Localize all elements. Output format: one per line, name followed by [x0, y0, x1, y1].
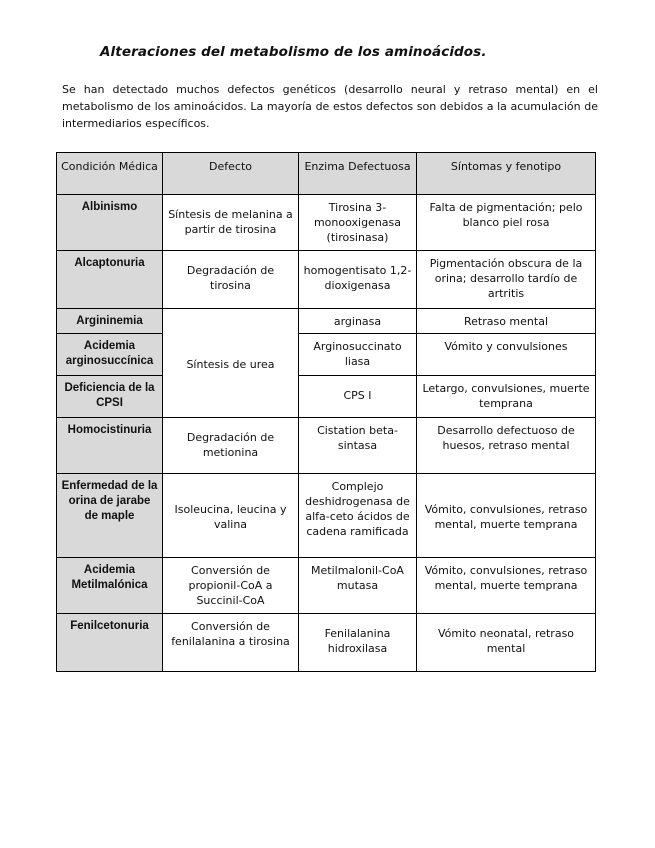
enzyme-cell: Complejo deshidrogenasa de alfa-ceto ácidos de cadena ramificada — [299, 474, 417, 558]
table-row — [57, 195, 596, 251]
defect-cell-urea: Síntesis de urea — [163, 309, 299, 418]
enzyme-cell: Metilmalonil-CoA mutasa — [299, 558, 417, 614]
defect-cell: Síntesis de melanina a partir de tirosina — [163, 195, 299, 251]
table-row — [57, 334, 596, 376]
symptoms-cell: Pigmentación obscura de la orina; desarrollo tardío de artritis — [417, 251, 596, 309]
table-header-row — [57, 153, 596, 195]
header-symptoms: Síntomas y fenotipo — [417, 153, 596, 195]
table-row — [57, 309, 596, 334]
symptoms-cell: Retraso mental — [417, 309, 596, 334]
table-row — [57, 558, 596, 614]
table-row — [57, 376, 596, 418]
amino-acid-disorders-table — [56, 152, 596, 672]
table-row — [57, 418, 596, 474]
defect-cell: Degradación de metionina — [163, 418, 299, 474]
enzyme-cell: Cistation beta-sintasa — [299, 418, 417, 474]
symptoms-cell: Falta de pigmentación; pelo blanco piel rosa — [417, 195, 596, 251]
symptoms-cell: Vómito, convulsiones, retraso mental, muerte temprana — [417, 558, 596, 614]
condition-cell: Albinismo — [57, 195, 163, 251]
defect-cell: Conversión de fenilalanina a tirosina — [163, 614, 299, 672]
condition-cell: Alcaptonuria — [57, 251, 163, 309]
header-defect: Defecto — [163, 153, 299, 195]
header-enzyme: Enzima Defectuosa — [299, 153, 417, 195]
table-row — [57, 251, 596, 309]
condition-cell: Deficiencia de la CPSI — [57, 376, 163, 418]
table-row — [57, 614, 596, 672]
enzyme-cell: Fenilalanina hidroxilasa — [299, 614, 417, 672]
table-row — [57, 474, 596, 558]
defect-cell: Conversión de propionil-CoA a Succinil-CoA — [163, 558, 299, 614]
document-title: Alteraciones del metabolismo de los aminoácidos. — [100, 44, 487, 60]
symptoms-cell: Vómito neonatal, retraso mental — [417, 614, 596, 672]
enzyme-cell: homogentisato 1,2-dioxigenasa — [299, 251, 417, 309]
intro-paragraph: Se han detectado muchos defectos genéticos (desarrollo neural y retraso mental) en el metabolismo de los aminoácidos. La mayoría de estos defectos son debidos a la acumulación de intermediarios específicos. — [62, 83, 598, 130]
condition-cell: Enfermedad de la orina de jarabe de maple — [57, 474, 163, 558]
enzyme-cell: Arginosuccinato liasa — [299, 334, 417, 376]
condition-cell: Argininemia — [57, 309, 163, 334]
defect-cell: Isoleucina, leucina y valina — [163, 474, 299, 558]
condition-cell: Homocistinuria — [57, 418, 163, 474]
symptoms-cell: Vómito, convulsiones, retraso mental, muerte temprana — [417, 474, 596, 558]
symptoms-cell: Vómito y convulsiones — [417, 334, 596, 376]
enzyme-cell: Tirosina 3-monooxigenasa (tirosinasa) — [299, 195, 417, 251]
enzyme-cell: arginasa — [299, 309, 417, 334]
header-condition: Condición Médica — [57, 153, 163, 195]
symptoms-cell: Desarrollo defectuoso de huesos, retraso mental — [417, 418, 596, 474]
defect-cell: Degradación de tirosina — [163, 251, 299, 309]
condition-cell: Fenilcetonuria — [57, 614, 163, 672]
symptoms-cell: Letargo, convulsiones, muerte temprana — [417, 376, 596, 418]
condition-cell: Acidemia Metilmalónica — [57, 558, 163, 614]
condition-cell: Acidemia arginosuccínica — [57, 334, 163, 376]
enzyme-cell: CPS I — [299, 376, 417, 418]
